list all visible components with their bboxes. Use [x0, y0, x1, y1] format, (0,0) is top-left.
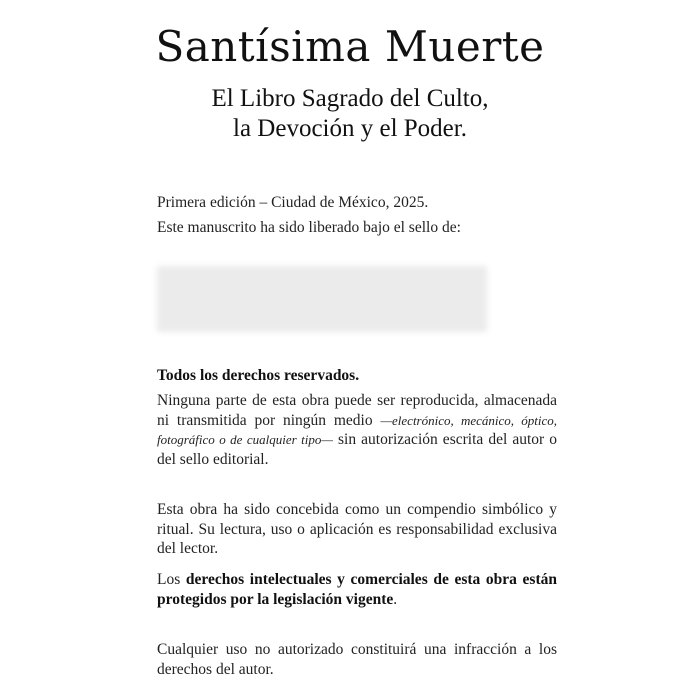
book-subtitle — [0, 84, 700, 144]
rights-body-end: sin autorización escrita del autor o del sello editorial. — [157, 431, 557, 468]
seal-intro-line: Este manuscrito ha sido liberado bajo el sello de: — [157, 219, 461, 236]
edition-info — [157, 190, 461, 240]
legal-bold: derechos intelectuales y comerciales de esta obra están protegidos por la legislación vigente — [157, 571, 557, 608]
rights-body-italic: —electrónico, mecánico, óptico, fotográfico o de cualquier tipo— — [157, 412, 557, 447]
legal-prefix: Los — [157, 571, 186, 588]
rights-heading: Todos los derechos reservados. — [157, 367, 360, 384]
rights-body-start: Ninguna parte de esta obra puede ser reproducida, almacenada ni transmitida por ningún medio — [157, 392, 557, 429]
unauthorized-use-paragraph: Cualquier uso no autorizado constituirá una infracción a los derechos del autor. — [157, 641, 557, 678]
symbolic-paragraph: Esta obra ha sido concebida como un compendio simbólico y ritual. Su lectura, uso o aplicación es responsabilidad exclusiva del lector. — [157, 501, 557, 557]
rights-paragraph — [157, 391, 557, 469]
subtitle-line-1: El Libro Sagrado del Culto, — [211, 85, 489, 112]
legal-paragraph — [157, 570, 557, 609]
redacted-publisher-seal — [157, 266, 487, 332]
subtitle-line-2: la Devoción y el Poder. — [233, 115, 467, 142]
edition-line: Primera edición – Ciudad de México, 2025. — [157, 194, 429, 211]
book-title: Santísima Muerte — [155, 22, 545, 71]
legal-suffix: . — [393, 590, 398, 608]
